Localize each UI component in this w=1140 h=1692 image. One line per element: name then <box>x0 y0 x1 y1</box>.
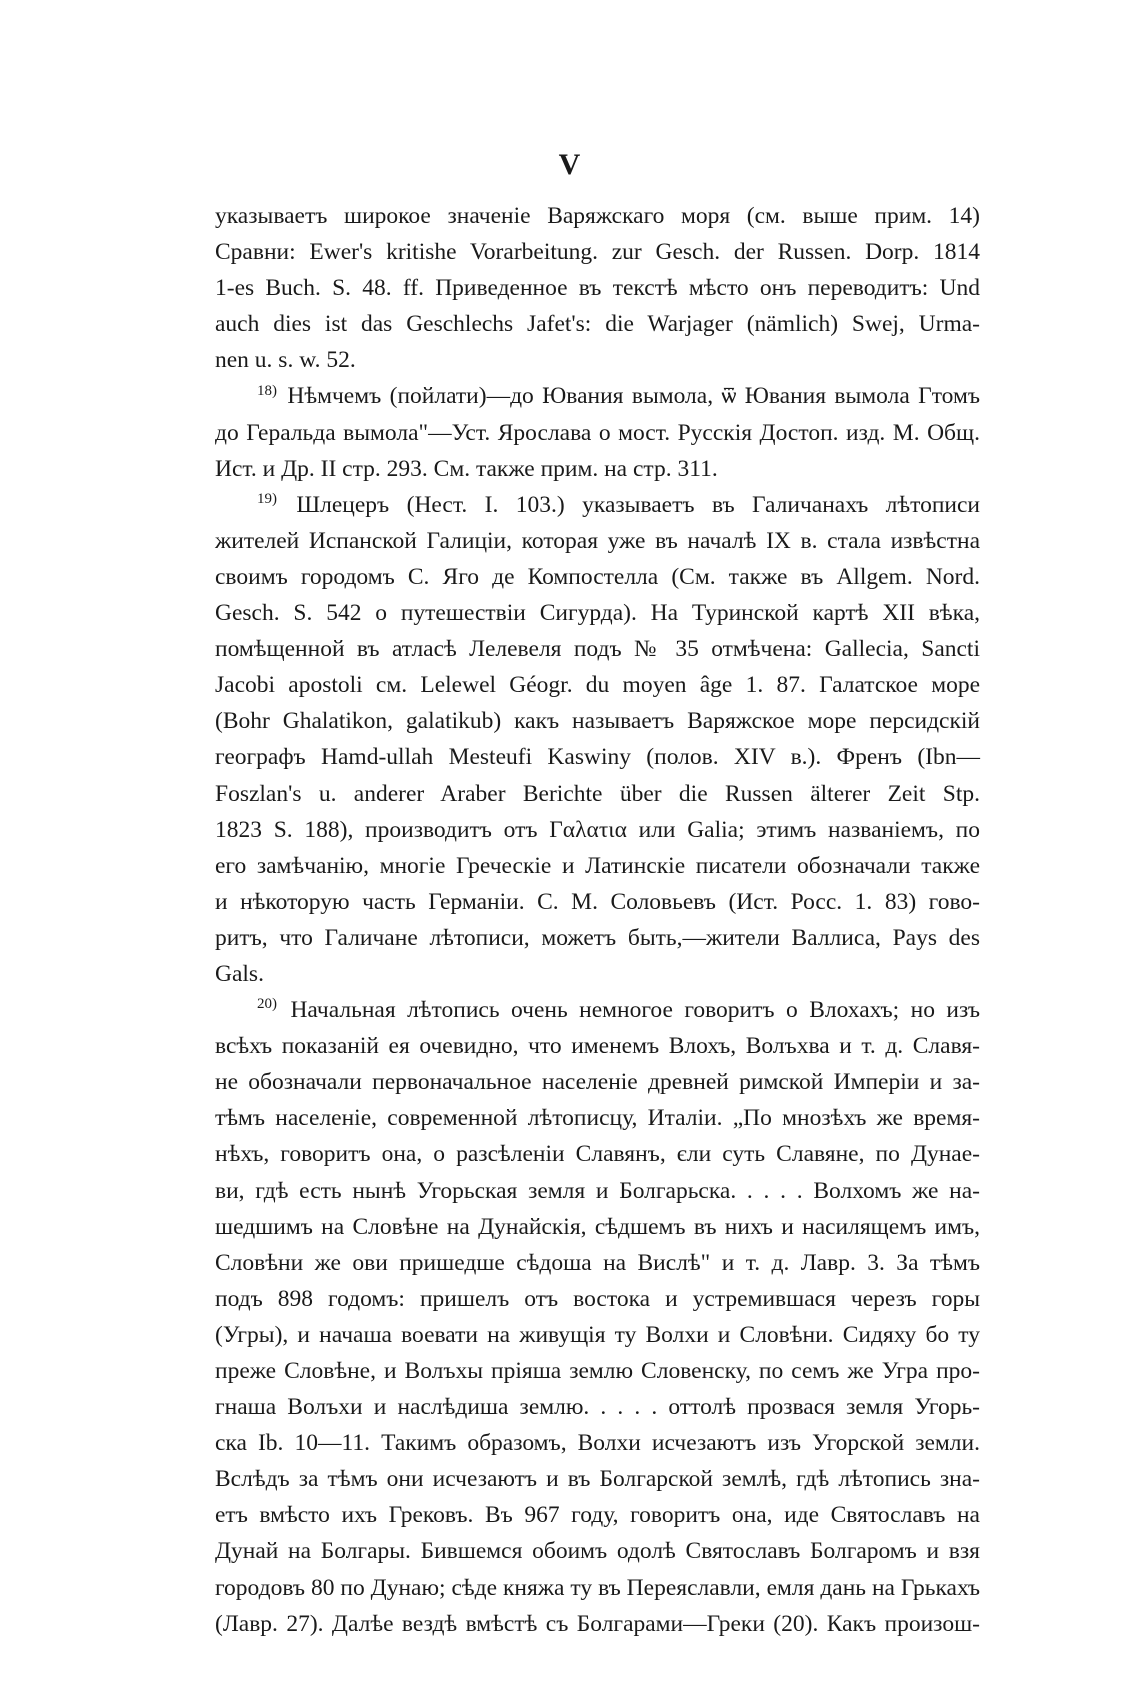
text-line: ритъ, что Галичане лѣтописи, можетъ быть,—жители Валлиса, Pays des <box>215 924 980 951</box>
page-number: V <box>558 148 582 181</box>
footnote-number: 20) <box>257 996 277 1013</box>
footnote-19 <box>215 487 980 992</box>
text-line: тѣмъ населеніе, современной лѣтописцу, Италіи. „По мнозѣхъ же время- <box>215 1105 980 1132</box>
text-line: (Bohr Ghalatikon, galatikub) какъ называетъ Варяжское море персидскій <box>215 708 980 735</box>
text-line: етъ вмѣсто ихъ Грековъ. Въ 967 году, говоритъ она, иде Святославъ на <box>215 1502 980 1529</box>
text-line: (Лавр. 27). Далѣе вездѣ вмѣстѣ съ Болгарами—Греки (20). Какъ произош- <box>215 1610 980 1637</box>
text-line: географъ Hamd-ullah Mesteufi Kaswiny (полов. XIV в.). Френъ (Ibn— <box>215 744 980 771</box>
paragraph-continuation <box>215 198 980 378</box>
text-line: преже Словѣне, и Волъхы пріяша землю Словенску, по семъ же Угра про- <box>215 1358 980 1384</box>
text-line: Jacobi apostoli см. Lelewel Géogr. du moyen âge 1. 87. Галатское море <box>215 672 980 699</box>
text-line: ска Ib. 10—11. Такимъ образомъ, Волхи исчезаютъ изъ Угорской земли. <box>215 1430 980 1457</box>
footnote-number: 18) <box>257 382 277 399</box>
text-line: подъ 898 годомъ: пришелъ отъ востока и устремившася черезъ горы <box>215 1285 980 1312</box>
text-line: помѣщенной въ атласѣ Лелевеля подъ № 35 отмѣчена: Gallecia, Sancti <box>215 636 980 663</box>
text-line <box>215 992 980 1028</box>
text-line: ви, гдѣ есть нынѣ Угорьская земля и Болгарьска. . . . . Волхомъ же на- <box>215 1177 980 1204</box>
text-line <box>215 487 980 523</box>
text-line: nen u. s. w. 52. <box>215 347 356 374</box>
text-line: и нѣкоторую часть Германіи. С. М. Соловьевъ (Ист. Росс. 1. 83) гово- <box>215 888 980 915</box>
text-line: Сравни: Ewer's kritishe Vorarbeitung. zur Gesch. der Russen. Dorp. 1814 <box>215 239 980 266</box>
text-line-content: Начальная лѣтопись очень немногое говоритъ о Влохахъ; но изъ <box>290 997 980 1024</box>
footnote-18 <box>215 378 980 486</box>
text-line: Gals. <box>215 960 264 987</box>
text-line: 1823 S. 188), производитъ отъ Γαλατια или Galia; этимъ названіемъ, по <box>215 816 980 843</box>
text-line: всѣхъ показаній ея очевидно, что именемъ Влохъ, Волъхва и т. д. Славя- <box>215 1033 980 1060</box>
body-text <box>215 198 980 1642</box>
footnote-20 <box>215 992 980 1642</box>
text-line <box>215 378 980 414</box>
text-line: Дунай на Болгары. Бившемся обоимъ одолѣ Святославъ Болгаромъ и взя <box>215 1538 980 1565</box>
text-line: его замѣчанію, многіе Греческіе и Латинскіе писатели обозначали также <box>215 852 980 879</box>
text-line: до Геральда вымола"—Уст. Ярослава о мост. Русскія Достоп. изд. М. Общ. <box>215 419 980 446</box>
text-line: Словѣни же ови пришедше сѣдоша на Вислѣ" и т. д. Лавр. 3. За тѣмъ <box>215 1249 980 1276</box>
text-line: auch dies ist das Geschlechs Jafet's: die Warjager (nämlich) Swej, Urma- <box>215 311 980 338</box>
text-line-content: Нѣмчемъ (пойлати)—до Ювания вымола, ѿ Ювания вымола Гтомъ <box>287 383 981 410</box>
text-line: Foszlan's u. anderer Araber Berichte über die Russen älterer Zeit Stp. <box>215 780 980 807</box>
text-line-content: Шлецеръ (Нест. I. 103.) указываетъ въ Галичанахъ лѣтописи <box>296 491 980 518</box>
text-line: Gesch. S. 542 о путешествіи Сигурда). На Туринской картѣ XII вѣка, <box>215 600 980 627</box>
text-line: (Угры), и начаша воевати на живущія ту Волхи и Словѣни. Сидяху бо ту <box>215 1321 980 1348</box>
footnote-number: 19) <box>257 490 277 507</box>
text-line: своимъ городомъ С. Яго де Компостелла (См. также въ Allgem. Nord. <box>215 563 980 590</box>
text-line: не обозначали первоначальное населеніе древней римской Имперіи и за- <box>215 1069 980 1096</box>
text-line: нѣхъ, говоритъ она, о разсѣленіи Славянъ, єли суть Славяне, по Дунае- <box>215 1141 980 1168</box>
text-line: жителей Испанской Галиціи, которая уже въ началѣ IX в. стала извѣстна <box>215 527 980 554</box>
text-line: 1-es Buch. S. 48. ff. Приведенное въ текстѣ мѣсто онъ переводитъ: Und <box>215 275 980 302</box>
text-line: городовъ 80 по Дунаю; сѣде княжа ту въ Переяславли, емля дань на Грькахъ <box>215 1574 980 1601</box>
text-line: шедшимъ на Словѣне на Дунайскія, сѣдшемъ въ нихъ и насилящемъ имъ, <box>215 1213 980 1240</box>
text-line: Ист. и Др. II стр. 293. См. также прим. на стр. 311. <box>215 455 718 482</box>
text-line: указываетъ широкое значеніе Варяжскаго моря (см. выше прим. 14) <box>215 203 980 229</box>
text-line: Вслѣдъ за тѣмъ они исчезаютъ и въ Болгарской землѣ, гдѣ лѣтопись зна- <box>215 1466 980 1493</box>
text-line: гнаша Волъхи и наслѣдиша землю. . . . . оттолѣ прозвася земля Угорь- <box>215 1394 980 1421</box>
